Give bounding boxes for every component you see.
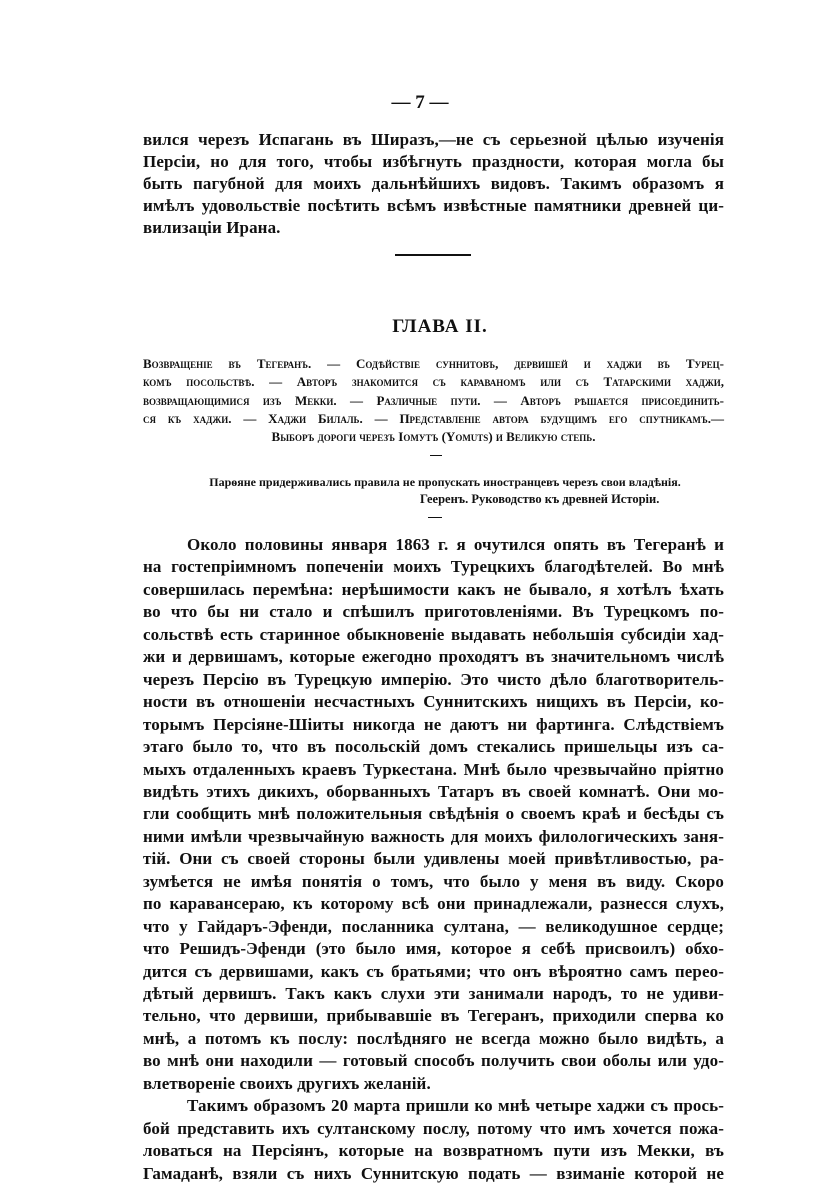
body-line: этаго было то, что въ посольскій домъ стекались пришельцы изъ са- (143, 737, 724, 757)
intro-line: быть пагубной для моихъ дальнѣйшихъ видовъ. Такимъ образомъ я (143, 174, 724, 193)
body-line: сольствѣ есть старинное обыкновеніе выдавать небольшія субсидіи хад- (143, 624, 724, 644)
body-line: Около половины января 1863 г. я очутился опять въ Тегеранѣ и (187, 535, 724, 554)
body-line: дѣтый дервишъ. Такъ какъ слухи эти занимали народъ, то не удиви- (143, 984, 724, 1003)
body-line: что у Гайдаръ-Эфенди, посланника султана, — великодушное сердце; (143, 916, 724, 936)
summary-line: комъ посольствѣ. — Авторъ знакомится съ караваномъ или съ Татарскими хаджи, (143, 374, 724, 390)
intro-line: вилизаціи Ирана. (143, 218, 281, 237)
body-line: ними имѣли чрезвычайную важность для моихъ филологическихъ заня- (143, 826, 724, 846)
body-line: мнѣ, а потомъ къ послу: послѣдняго не всегда можно было видѣть, а (143, 1028, 724, 1048)
body-line: влетвореніе своихъ другихъ желаній. (143, 1073, 431, 1093)
intro-line: вился черезъ Испагань въ Ширазъ,—не съ серьезной цѣлью изученія (143, 130, 724, 149)
body-line: дится съ дервишами, какъ съ братьями; что онъ вѣроятно самъ переo- (143, 961, 724, 981)
summary-divider (430, 455, 442, 456)
section-divider (395, 254, 471, 256)
body-line: по каравансераю, къ которому всѣ они принадлежали, разнесся слухъ, (143, 894, 724, 914)
body-line: бой представить ихъ султанскому послу, потому что имъ хочется пожа- (143, 1118, 724, 1138)
intro-line: Персіи, но для того, чтобы избѣгнуть праздности, которая могла бы (143, 152, 724, 171)
body-line: черезъ Персію въ Турецкую имперію. Это чисто дѣло благотворитель- (143, 669, 724, 689)
body-line: во что бы ни стало и спѣшилъ приготовленіями. Въ Турецкомъ по- (143, 602, 724, 622)
body-line: на гостепріимномъ попеченіи моихъ Турецкихъ благодѣтелей. Во мнѣ (143, 557, 724, 577)
body-line: совершилась перемѣна: нерѣшимости какъ не бывало, я хотѣлъ ѣхать (143, 579, 724, 599)
body-line: что Решидъ-Эфенди (это было имя, которое я себѣ присвоилъ) обхо- (143, 939, 724, 959)
summary-line: Возвращеніе въ Тегеранъ. — Содѣйствіе суннитовъ, дервишей и хаджи въ Турец- (143, 356, 724, 371)
body-line: зумѣется не имѣя понятія о томъ, что было у меня въ виду. Скоро (143, 871, 724, 891)
body-line: ловаться на Персіянъ, которые на возвратномъ пути изъ Мекки, въ (143, 1141, 724, 1161)
epigraph-divider (428, 517, 442, 518)
body-line: во мнѣ они находили — готовый способъ получить свои оболы или удо- (143, 1051, 724, 1071)
body-line: мыхъ отдаленныхъ краевъ Туркестана. Мнѣ было чрезвычайно пріятно (143, 759, 724, 779)
page-number: — 7 — (391, 92, 449, 113)
body-line: тельно, что дервиши, прибывавшіе въ Тегеранъ, приходили сперва ко (143, 1006, 724, 1026)
summary-line: ся къ хаджи. — Хаджи Билаль. — Представленіе автора будущимъ его спутникамъ.— (143, 410, 724, 426)
epigraph-text: Парѳяне придерживались правила не пропускать иностранцевъ черезъ свои владѣнія. (209, 475, 681, 489)
body-line: жи и дервишамъ, которые ежегодно проходятъ въ значительномъ числѣ (143, 647, 724, 667)
intro-line: имѣлъ удовольствіе посѣтить всѣмъ извѣстные памятники древней ци- (143, 196, 724, 215)
epigraph-source: Гееренъ. Руководство къ древней Исторіи. (420, 492, 660, 506)
summary-line: возвращающимися изъ Мекки. — Различные пути. — Авторъ рѣшается присоединить- (143, 392, 724, 408)
body-line: ности въ отношеніи несчастныхъ Суннитскихъ нищихъ въ Персіи, ко- (143, 692, 724, 712)
chapter-title: ГЛАВА II. (392, 316, 488, 337)
body-line: торымъ Персіяне-Шіиты никогда не даютъ ни фартинга. Слѣдствіемъ (143, 714, 724, 734)
body-line: Такимъ образомъ 20 марта пришли ко мнѣ четыре хаджи съ прось- (187, 1096, 724, 1116)
body-line: гли сообщить мнѣ положительныя свѣдѣнія о своемъ краѣ и бесѣды съ (143, 804, 724, 824)
body-line: тій. Они съ своей стороны были удивлены моей привѣтливостью, ра- (143, 849, 724, 869)
body-line: видѣть этихъ дикихъ, оборванныхъ Татаръ въ своей комнатѣ. Они мо- (143, 781, 724, 801)
body-line: Гамаданѣ, взяли съ нихъ Суннитскую подать — взиманіе которой не (143, 1163, 724, 1183)
summary-line: Выборъ дороги черезъ Іомутъ (Yomuts) и Великую степь. (271, 429, 596, 445)
